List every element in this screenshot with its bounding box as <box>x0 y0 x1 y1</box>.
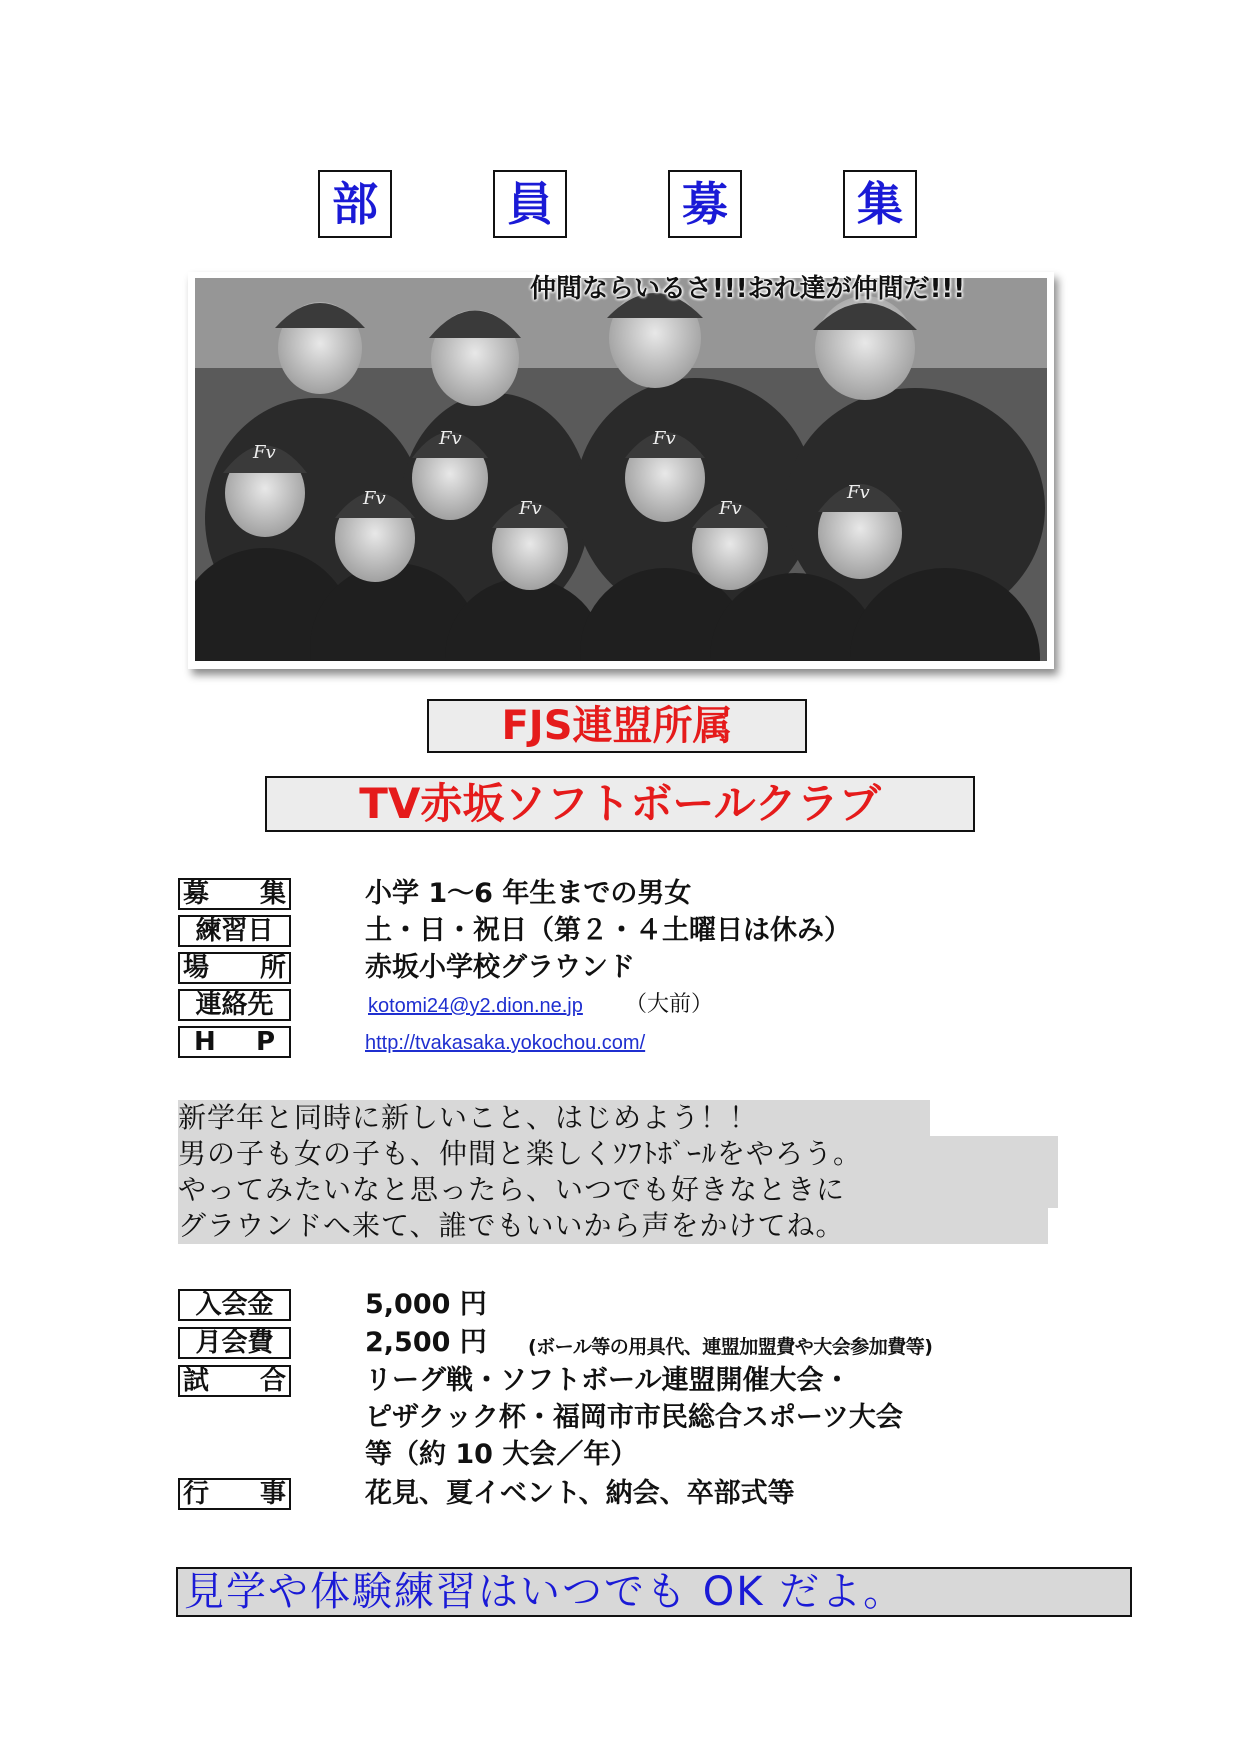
cap-emblem: Fv <box>363 488 386 509</box>
monthly-fee-note: (ボール等の用具代、連盟加盟費や大会参加費等) <box>528 1336 933 1358</box>
events-value: 花見、夏イベント、納会、卒部式等 <box>365 1478 795 1509</box>
label-char: 行 <box>183 1479 210 1509</box>
cap-emblem: Fv <box>519 498 542 519</box>
contact-note: （大前） <box>625 992 714 1017</box>
label-char: P <box>255 1027 275 1057</box>
label-text: 入会金 <box>195 1290 274 1320</box>
label-char: 事 <box>259 1479 286 1509</box>
contact-email-link[interactable]: kotomi24@y2.dion.ne.jp <box>368 995 583 1017</box>
visit-banner: 見学や体験練習はいつでも OK だよ。 <box>176 1567 1132 1617</box>
title-char: 部 <box>332 177 378 231</box>
cap-emblem: Fv <box>439 428 462 449</box>
label-char: H <box>194 1027 216 1057</box>
cap-emblem: Fv <box>847 482 870 503</box>
label-recruit <box>178 878 291 910</box>
label-text: 練習日 <box>195 916 274 946</box>
cap-emblem: Fv <box>719 498 742 519</box>
label-practice-days <box>178 915 291 947</box>
team-photo <box>195 278 1047 661</box>
team-photo-illustration <box>195 278 1047 661</box>
label-text: 連絡先 <box>195 990 274 1020</box>
title-char-box <box>843 170 917 238</box>
title-char: 募 <box>682 177 728 231</box>
photo-caption: 仲間ならいるさ!!!おれ達が仲間だ!!! <box>530 274 966 304</box>
label-char: 合 <box>259 1366 286 1396</box>
label-events <box>178 1478 291 1510</box>
cap-emblem: Fv <box>253 442 276 463</box>
label-char: 募 <box>183 879 210 909</box>
title-char: 集 <box>857 177 903 231</box>
label-place <box>178 952 291 984</box>
homepage-link[interactable]: http://tvakasaka.yokochou.com/ <box>365 1032 646 1054</box>
label-char: 所 <box>259 953 286 983</box>
title-char-box <box>668 170 742 238</box>
label-monthly-fee <box>178 1327 291 1359</box>
title-char-box <box>318 170 392 238</box>
recruit-value: 小学 1～6 年生までの男女 <box>365 878 692 909</box>
title-char-box <box>493 170 567 238</box>
place-value: 赤坂小学校グラウンド <box>365 952 635 983</box>
label-char: 試 <box>183 1366 210 1396</box>
label-char: 集 <box>259 879 286 909</box>
message-line: 新学年と同時に新しいこと、はじめよう！！ <box>178 1100 930 1136</box>
label-entry-fee <box>178 1289 291 1321</box>
affiliation-heading: FJS連盟所属 <box>427 699 807 753</box>
cap-emblem: Fv <box>653 428 676 449</box>
monthly-fee-value: 2,500 円 <box>365 1327 487 1358</box>
club-name-heading: TV赤坂ソフトボールクラブ <box>265 776 975 832</box>
games-line: 等（約 10 大会／年） <box>365 1439 638 1470</box>
label-text: 月会費 <box>195 1328 274 1358</box>
label-contact <box>178 989 291 1021</box>
practice-days-value: 土・日・祝日（第２・４土曜日は休み） <box>365 915 851 946</box>
label-homepage <box>178 1026 291 1058</box>
label-games <box>178 1365 291 1397</box>
message-line: グラウンドへ来て、誰でもいいから声をかけてね。 <box>178 1208 1048 1244</box>
entry-fee-value: 5,000 円 <box>365 1289 487 1320</box>
games-line: リーグ戦・ソフトボール連盟開催大会・ <box>365 1365 851 1396</box>
title-char: 員 <box>507 177 553 231</box>
message-line: やってみたいなと思ったら、いつでも好きなときに <box>178 1172 1058 1208</box>
games-line: ピザクック杯・福岡市市民総合スポーツ大会 <box>365 1402 903 1433</box>
label-char: 場 <box>183 953 210 983</box>
message-line: 男の子も女の子も、仲間と楽しくｿﾌﾄﾎﾞｰﾙをやろう。 <box>178 1136 1058 1172</box>
